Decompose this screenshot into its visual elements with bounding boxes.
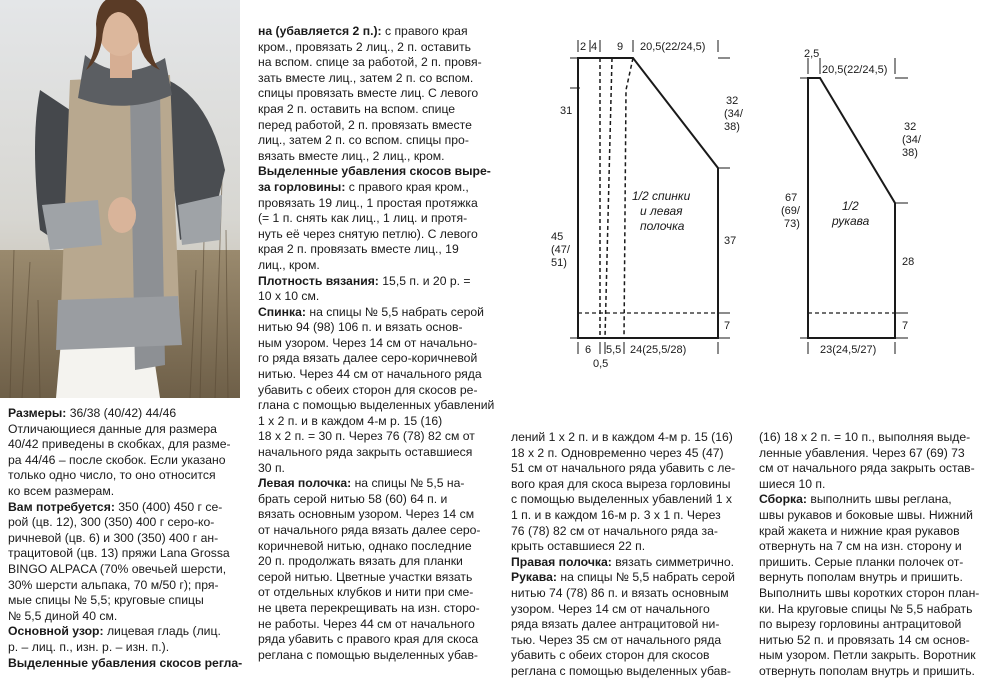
- text-line: [8, 656, 244, 672]
- text-run: с помощью выделенных убавлений 1 х: [511, 492, 733, 507]
- text-line: [8, 593, 244, 609]
- text-run: кром., провязать 2 лиц., 2 п. оставить: [258, 39, 472, 54]
- text-line: [258, 585, 496, 601]
- text-line: [258, 227, 496, 243]
- bold-run: Рукава:: [511, 570, 557, 585]
- text-run: выполнить швы реглана,: [807, 492, 952, 507]
- text-run: № 5,5 диной 40 см.: [8, 608, 118, 623]
- text-line: [759, 617, 997, 633]
- text-line: [8, 468, 244, 484]
- dim-left-45: 45: [551, 231, 564, 243]
- text-line: [511, 508, 749, 524]
- text-run: убавить с обеих сторон для скосов ре-: [258, 382, 478, 397]
- text-line: [8, 609, 244, 625]
- text-run: 18 х 2 п. Одновременно через 45 (47): [511, 445, 724, 460]
- bold-run: Размеры:: [8, 406, 67, 420]
- text-line: [258, 196, 496, 212]
- text-run: 40/42 приведены в скобках, для разме-: [8, 437, 231, 452]
- text-line: [759, 477, 997, 493]
- text-run: ко всем размерам.: [8, 483, 115, 498]
- text-run: с правого края: [381, 24, 468, 38]
- text-line: [511, 524, 749, 540]
- text-run: ным узором. Через 14 см от начально-: [258, 335, 478, 350]
- text-line: [8, 453, 244, 469]
- text-run: серой нитью. Цветные участки вязать: [258, 569, 473, 584]
- text-line: [511, 664, 749, 680]
- text-line: [258, 554, 496, 570]
- bold-run: за горловины:: [258, 179, 346, 194]
- text-line: [258, 86, 496, 102]
- dim-left-31: 31: [560, 105, 573, 117]
- text-run: вязать симметрично.: [611, 554, 735, 569]
- text-run: трацитовой (цв. 13) пряжи Lana Grossa: [8, 546, 230, 561]
- text-line: [258, 24, 496, 40]
- text-line: [258, 258, 496, 274]
- text-line: [759, 524, 997, 540]
- text-run: 350 (400) 450 г се-: [114, 499, 223, 514]
- dim-right-37: 37: [724, 235, 737, 247]
- sleeve-diagram: [800, 58, 908, 354]
- text-line: [8, 515, 244, 531]
- text-line: [258, 398, 496, 414]
- text-line: [759, 446, 997, 462]
- text-run: реглана с помощью выделенных убав-: [258, 647, 478, 662]
- dim-left-67: 67: [785, 192, 798, 204]
- back-front-diagram: [570, 40, 730, 354]
- text-line: [258, 507, 496, 523]
- instructions-column-4: [759, 430, 997, 696]
- text-line: [258, 617, 496, 633]
- text-line: [258, 648, 496, 664]
- text-line: [258, 461, 496, 477]
- text-line: [511, 430, 749, 446]
- text-line: [759, 508, 997, 524]
- diagram-label-2: и левая: [640, 204, 683, 218]
- text-run: лиц., затем 2 п. со вспом. спицы про-: [258, 133, 469, 148]
- text-run: отвернуть на 7 см на изн. сторону и: [759, 539, 962, 554]
- text-line: [8, 546, 244, 562]
- text-line: [511, 492, 749, 508]
- dim-right-32-c: 38): [724, 121, 740, 133]
- text-line: [8, 500, 244, 516]
- text-line: [759, 430, 997, 446]
- text-run: только одно число, то оно относится: [8, 468, 216, 483]
- text-run: 1 п. и в каждом 16-м р. 3 х 1 п. Через: [511, 507, 721, 522]
- text-run: крыть оставшиеся 22 п.: [511, 539, 646, 554]
- text-line: [8, 531, 244, 547]
- text-line: [511, 555, 749, 571]
- text-line: [8, 422, 244, 438]
- text-run: начального ряда закрыть оставшиеся: [258, 445, 473, 460]
- dim-right-32-b: (34/: [724, 108, 743, 120]
- dim-bottom-width: 24(25,5/28): [630, 344, 687, 356]
- text-line: [258, 414, 496, 430]
- text-line: [258, 149, 496, 165]
- text-line: [258, 320, 496, 336]
- text-line: [8, 640, 244, 656]
- text-line: [258, 383, 496, 399]
- text-run: перед работой, 2 п. провязать вместе: [258, 117, 472, 132]
- text-line: [258, 429, 496, 445]
- text-line: [258, 133, 496, 149]
- dim-bottom-55: 5,5: [606, 344, 622, 356]
- text-run: ряда убавить с правого края для скоса: [258, 632, 479, 647]
- sizes-and-materials-text: [8, 406, 244, 696]
- text-run: Отличающиеся данные для размера: [8, 421, 217, 436]
- dim-left-45-c: 51): [551, 257, 567, 269]
- text-run: 36/38 (40/42) 44/46: [66, 406, 177, 420]
- text-run: 30% шерсти альпака, 70 м/50 г); пря-: [8, 577, 219, 592]
- text-line: [759, 570, 997, 586]
- diagram-label-3: полочка: [640, 219, 685, 233]
- text-run: не цвета перекрещивать на изн. сторо-: [258, 600, 480, 615]
- text-line: [258, 102, 496, 118]
- dim-bottom-width: 23(24,5/27): [820, 344, 877, 356]
- text-line: [759, 664, 997, 680]
- dim-bottom-05: 0,5: [593, 358, 609, 370]
- text-line: [258, 305, 496, 321]
- text-line: [258, 242, 496, 258]
- text-run: края 2 п. оставить на вспом. спице: [258, 101, 456, 116]
- text-line: [258, 476, 496, 492]
- text-line: [759, 633, 997, 649]
- text-run: по вырезу горловины антрацитовой: [759, 617, 962, 632]
- text-run: 15,5 п. и 20 р. =: [378, 273, 471, 288]
- text-line: [258, 445, 496, 461]
- bold-run: Плотность вязания:: [258, 273, 379, 288]
- bold-run: Основной узор:: [8, 624, 104, 639]
- text-run: швы рукавов и боковые швы. Нижний: [759, 507, 973, 522]
- text-run: ряда вязать далее антрацитовой ни-: [511, 617, 720, 632]
- text-line: [759, 648, 997, 664]
- text-line: [258, 71, 496, 87]
- text-run: нитью 52 п. и провязать 14 см основ-: [759, 632, 970, 647]
- text-run: лиц., кром.: [258, 257, 320, 272]
- text-line: [759, 586, 997, 602]
- text-run: от начального ряда вязать далее серо-: [258, 523, 481, 537]
- dim-right-32-b: (34/: [902, 134, 921, 146]
- dim-left-67-c: 73): [784, 218, 800, 230]
- text-run: 30 п.: [258, 460, 285, 475]
- dim-right-32: 32: [726, 95, 739, 107]
- text-run: на спицы № 5,5 на-: [351, 476, 465, 491]
- diagram-label-2: рукава: [832, 214, 870, 228]
- text-line: [258, 539, 496, 555]
- dim-top-width: 20,5(22/24,5): [640, 41, 706, 53]
- text-run: нуть её через снятую петлю). С левого: [258, 226, 478, 241]
- text-run: край жакета и нижние края рукавов: [759, 523, 960, 538]
- text-line: [511, 602, 749, 618]
- text-run: нитью. Через 44 см от начального ряда: [258, 367, 482, 382]
- text-line: [759, 555, 997, 571]
- diagram-label-1: 1/2 спинки: [632, 189, 691, 203]
- text-line: [258, 367, 496, 383]
- text-line: [258, 40, 496, 56]
- text-line: [258, 492, 496, 508]
- dim-right-7: 7: [902, 320, 909, 332]
- text-run: с правого края кром.,: [345, 179, 469, 194]
- text-run: ки. На круговые спицы № 5,5 набрать: [759, 601, 973, 616]
- text-run: шиеся 10 п.: [759, 476, 826, 491]
- text-run: на спицы № 5,5 набрать серой: [556, 570, 735, 585]
- bold-run: Спинка:: [258, 304, 306, 319]
- bold-run: Сборка:: [759, 492, 807, 507]
- dim-top-2: 2: [580, 41, 587, 53]
- text-line: [511, 570, 749, 586]
- text-run: BINGO ALPACA (70% овечьей шерсти,: [8, 561, 227, 576]
- text-run: ра 44/46 – после скобок. Если указано: [8, 452, 226, 467]
- text-line: [258, 211, 496, 227]
- text-line: [8, 578, 244, 594]
- back-front-labels: [551, 41, 744, 370]
- text-run: 20 п. продолжать вязать для планки: [258, 554, 463, 569]
- text-line: [258, 118, 496, 134]
- text-line: [258, 336, 496, 352]
- text-run: 1 х 2 п. и в каждом 4-м р. 15 (16): [258, 413, 443, 428]
- text-run: вого края для скоса выреза горловины: [511, 476, 731, 491]
- text-line: [258, 274, 496, 290]
- text-run: вязать вместе лиц., 2 лиц., кром.: [258, 148, 445, 163]
- text-line: [8, 484, 244, 500]
- text-run: лицевая гладь (лиц.: [103, 624, 221, 639]
- text-line: [759, 492, 997, 508]
- text-run: нитью 74 (78) 86 п. и вязать основным: [511, 585, 729, 600]
- dim-right-7: 7: [724, 320, 731, 332]
- diagram-label-1: 1/2: [842, 199, 859, 213]
- text-run: узором. Через 14 см от начального: [511, 601, 710, 616]
- text-line: [759, 602, 997, 618]
- text-line: [511, 648, 749, 664]
- text-run: спицы провязать вместе лиц. С левого: [258, 86, 479, 101]
- text-run: (= 1 п. снять как лиц., 1 лиц. и протя-: [258, 211, 468, 226]
- text-run: ричневой (цв. 6) и 300 (350) 400 г ан-: [8, 530, 219, 545]
- text-run: на вспом. спице за работой, 2 п. провя-: [258, 55, 482, 70]
- text-line: [258, 289, 496, 305]
- text-run: брать серой нитью 58 (60) 64 п. и: [258, 491, 448, 506]
- text-line: [258, 180, 496, 196]
- dim-right-32: 32: [904, 121, 917, 133]
- dim-right-28: 28: [902, 256, 915, 268]
- dim-top-4: 4: [591, 41, 598, 53]
- sleeve-labels: [781, 48, 922, 356]
- text-line: [759, 461, 997, 477]
- bold-run: Выделенные убавления скосов регла-: [8, 655, 243, 670]
- text-run: мые спицы № 5,5; круговые спицы: [8, 593, 204, 608]
- text-line: [8, 562, 244, 578]
- text-run: 51 см от начального ряда убавить с ле-: [511, 461, 736, 476]
- text-run: рой (цв. 12), 300 (350) 400 г серо-ко-: [8, 515, 215, 530]
- text-run: края 2 п. провязать вместе лиц., 19: [258, 242, 459, 257]
- dim-top-width: 20,5(22/24,5): [822, 64, 888, 76]
- text-run: (16) 18 х 2 п. = 10 п., выполняя выде-: [759, 430, 971, 444]
- dim-right-32-c: 38): [902, 147, 918, 159]
- text-line: [511, 586, 749, 602]
- text-line: [511, 633, 749, 649]
- text-line: [511, 617, 749, 633]
- text-run: 76 (78) 82 см от начального ряда за-: [511, 523, 718, 538]
- text-run: зать вместе лиц., затем 2 п. со вспом.: [258, 70, 474, 85]
- text-run: от отдельных клубков и нити при сме-: [258, 585, 474, 600]
- dim-left-45-b: (47/: [551, 244, 570, 256]
- text-run: 18 х 2 п. = 30 п. Через 76 (78) 82 см от: [258, 429, 475, 444]
- text-line: [258, 55, 496, 71]
- text-run: лений 1 х 2 п. и в каждом 4-м р. 15 (16): [511, 430, 733, 444]
- bold-run: Выделенные убавления скосов выре-: [258, 164, 491, 179]
- instructions-column-3: [511, 430, 749, 696]
- text-line: [258, 351, 496, 367]
- text-line: [258, 570, 496, 586]
- dim-top-9: 9: [617, 41, 624, 53]
- text-run: глана с помощью выделенных убавлений: [258, 398, 495, 413]
- model-photo: [0, 0, 240, 398]
- text-run: вернуть пополам внутрь и пришить.: [759, 570, 963, 585]
- instructions-column-2: [258, 24, 496, 696]
- text-run: р. – лиц. п., изн. р. – изн. п.).: [8, 639, 170, 654]
- dim-top-25: 2,5: [804, 48, 820, 60]
- text-line: [258, 523, 496, 539]
- text-run: не работы. Через 44 см от начального: [258, 616, 475, 631]
- text-run: см от начального ряда закрыть остав-: [759, 461, 975, 476]
- text-run: убавить с обеих сторон для скосов: [511, 648, 710, 663]
- text-run: на спицы № 5,5 набрать серой: [305, 304, 484, 319]
- text-run: нитью 94 (98) 106 п. и вязать основ-: [258, 320, 463, 335]
- text-run: реглана с помощью выделенных убав-: [511, 663, 731, 678]
- text-line: [511, 446, 749, 462]
- text-run: пришить. Серые планки полочек от-: [759, 554, 964, 569]
- text-line: [8, 624, 244, 640]
- text-line: [8, 406, 244, 422]
- text-run: отвернуть пополам внутрь и пришить.: [759, 663, 975, 678]
- text-run: тью. Через 35 см от начального ряда: [511, 632, 722, 647]
- text-line: [258, 164, 496, 180]
- text-run: ным узором. Петли закрыть. Воротник: [759, 648, 976, 663]
- text-line: [8, 437, 244, 453]
- text-line: [759, 539, 997, 555]
- text-run: Выполнить швы коротких сторон план-: [759, 585, 980, 600]
- text-run: ленные убавления. Через 67 (69) 73: [759, 445, 965, 460]
- text-run: коричневой нитью, однако последние: [258, 538, 472, 553]
- text-run: 10 х 10 см.: [258, 289, 320, 304]
- dim-bottom-6: 6: [585, 344, 592, 356]
- bold-run: Вам потребуется:: [8, 499, 115, 514]
- text-line: [258, 601, 496, 617]
- text-run: го ряда вязать далее серо-коричневой: [258, 351, 478, 366]
- bold-run: Левая полочка:: [258, 476, 352, 491]
- text-line: [511, 539, 749, 555]
- text-run: провязать 19 лиц., 1 простая протяжка: [258, 195, 478, 210]
- dim-left-67-b: (69/: [781, 205, 800, 217]
- bold-run: Правая полочка:: [511, 554, 612, 569]
- text-line: [258, 632, 496, 648]
- text-run: вязать основным узором. Через 14 см: [258, 507, 475, 522]
- text-line: [511, 461, 749, 477]
- text-line: [511, 477, 749, 493]
- bold-run: на (убавляется 2 п.):: [258, 24, 382, 38]
